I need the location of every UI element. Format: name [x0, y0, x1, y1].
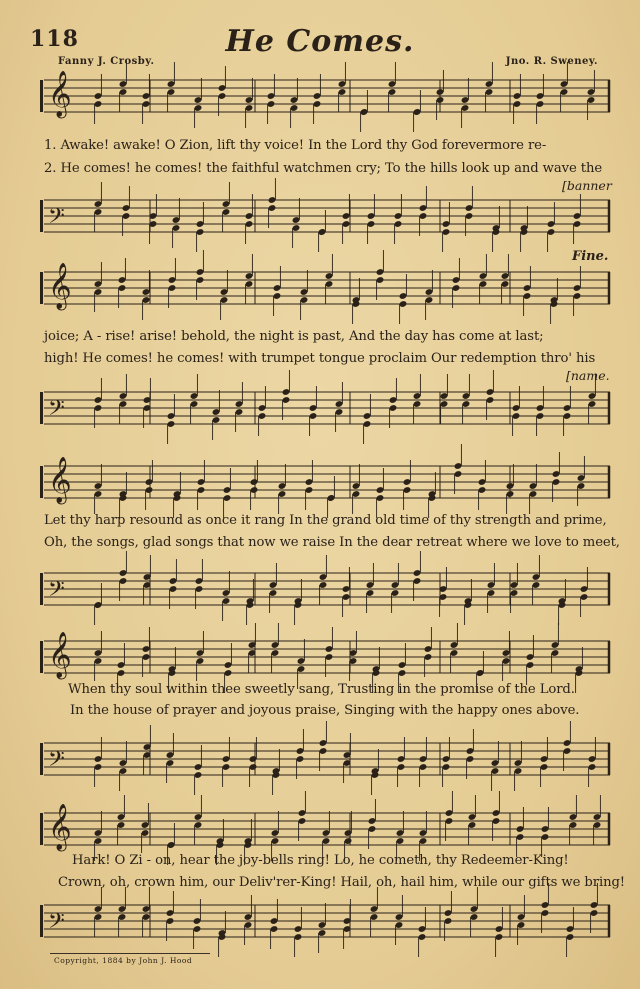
svg-text:𝄢: 𝄢 [48, 204, 65, 235]
treble-staff [40, 805, 612, 855]
svg-text:𝄢: 𝄢 [48, 577, 65, 608]
page-number: 118 [30, 26, 79, 52]
lyric-line-verse-2: In the house of prayer and joyous praise, Singing with the happy ones above. [70, 703, 580, 718]
svg-text:𝄞: 𝄞 [48, 71, 72, 118]
treble-staff [40, 458, 612, 508]
staff-lines [40, 458, 612, 508]
composer-credit: Jno. R. Sweney. [505, 56, 598, 67]
staff-lines [40, 264, 612, 314]
copyright-notice: Copyright, 1884 by John J. Hood [54, 956, 193, 965]
bass-staff [40, 735, 612, 785]
lyric-overflow: [banner [562, 178, 612, 193]
staff-lines [40, 897, 612, 947]
staff-lines [40, 565, 612, 615]
fine-mark: Fine. [572, 249, 609, 264]
bass-staff [40, 897, 612, 947]
bass-staff [40, 384, 612, 434]
treble-staff [40, 264, 612, 314]
lyric-line-verse-1: joice; A - rise! arise! behold, the night is past, And the day has come at last; [44, 329, 544, 344]
svg-text:𝄞: 𝄞 [48, 263, 72, 310]
lyric-line-verse-1: When thy soul within thee sweetly sang, Trusting in the promise of the Lord. [68, 682, 575, 697]
footer-rule [50, 953, 210, 954]
staff-lines [40, 735, 612, 785]
lyric-line-verse-2: Oh, the songs, glad songs that now we raise In the dear retreat where we love to meet, [44, 535, 620, 550]
svg-text:𝄢: 𝄢 [48, 747, 65, 778]
treble-staff [40, 633, 612, 683]
svg-text:𝄞: 𝄞 [48, 632, 72, 679]
lyric-line-verse-1: Hark! O Zi - on, hear the joy-bells ring! Lo, he cometh, thy Redeemer-King! [72, 853, 569, 868]
staff-lines [40, 192, 612, 242]
lyric-line-verse-1: Let thy harp resound as once it rang In the grand old time of thy strength and prime, [44, 513, 607, 528]
lyric-line-verse-2: high! He comes! he comes! with trumpet tongue proclaim Our redemption thro' his [44, 351, 596, 366]
treble-staff [40, 72, 612, 122]
svg-text:𝄞: 𝄞 [48, 457, 72, 504]
svg-text:𝄞: 𝄞 [48, 804, 72, 851]
staff-lines [40, 805, 612, 855]
svg-text:𝄢: 𝄢 [48, 909, 65, 940]
lyric-line-verse-2: 2. He comes! he comes! the faithful watchmen cry; To the hills look up and wave the [44, 161, 603, 176]
bass-staff [40, 192, 612, 242]
lyric-line-verse-1: 1. Awake! awake! O Zion, lift thy voice! In the Lord thy God forevermore re- [44, 138, 547, 153]
lyricist-credit: Fanny J. Crosby. [58, 56, 155, 67]
lyric-line-verse-2: Crown, oh, crown him, our Deliv'rer-King! Hail, oh, hail him, while our gifts we bring! [58, 875, 626, 890]
lyric-overflow: [name. [566, 368, 610, 383]
staff-lines [40, 384, 612, 434]
staff-lines [40, 633, 612, 683]
svg-text:𝄢: 𝄢 [48, 396, 65, 427]
hymn-title: He Comes. [225, 24, 415, 59]
staff-lines [40, 72, 612, 122]
bass-staff [40, 565, 612, 615]
